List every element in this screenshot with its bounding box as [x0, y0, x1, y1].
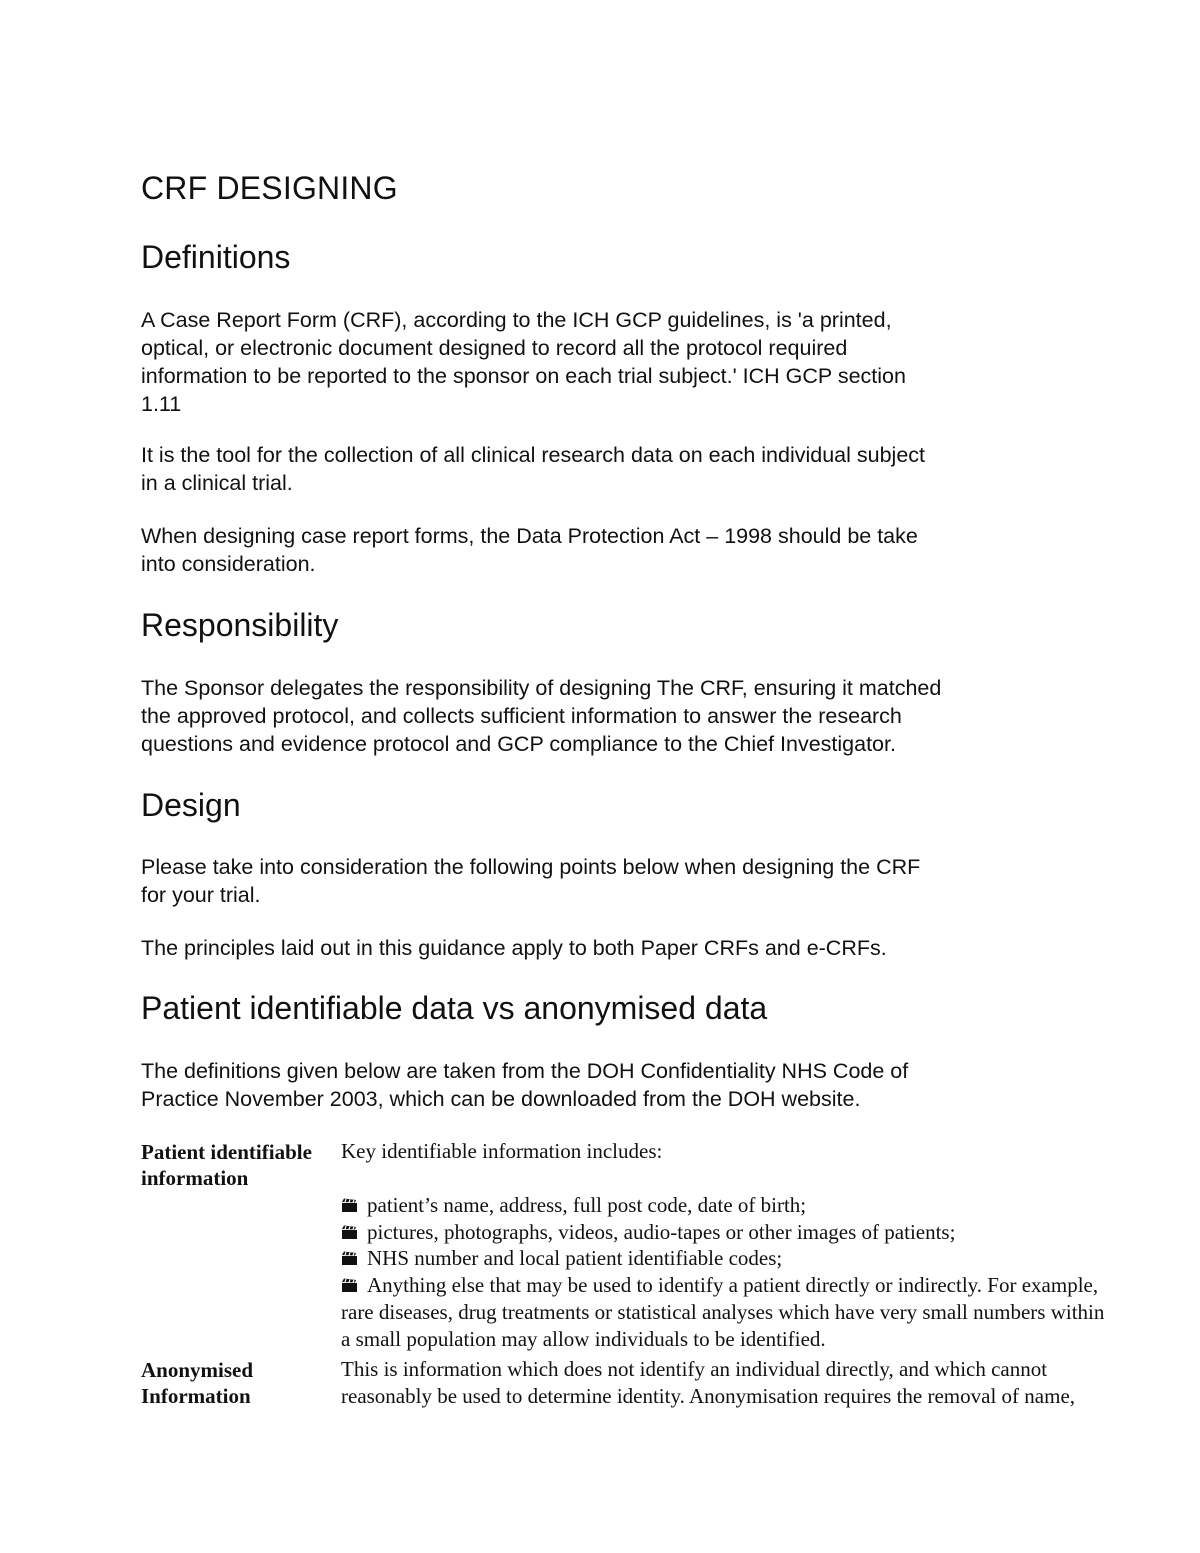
list-item-text: Anything else that may be used to identify a patient directly or indirectly. For example,	[367, 1273, 1099, 1297]
text-line: A Case Report Form (CRF), according to the ICH GCP guidelines, is 'a printed,	[141, 308, 892, 332]
clapperboard-icon	[341, 1219, 367, 1240]
text-line: The Sponsor delegates the responsibility of designing The CRF, ensuring it matched	[141, 676, 942, 700]
text-line: 1.11	[141, 392, 182, 416]
list-item-continuation: rare diseases, drug treatments or statistical analyses which have very small numbers within	[341, 1300, 1105, 1324]
text-line: It is the tool for the collection of all clinical research data on each individual subject	[141, 443, 925, 467]
label-line: Anonymised	[141, 1358, 254, 1382]
text-line: in a clinical trial.	[141, 471, 293, 495]
clapperboard-icon	[341, 1272, 367, 1293]
list-item-text: NHS number and local patient identifiable codes;	[367, 1246, 783, 1270]
text-line: This is information which does not identify an individual directly, and which cannot	[341, 1357, 1048, 1381]
document-title: CRF DESIGNING	[141, 170, 398, 206]
text-line: the approved protocol, and collects sufficient information to answer the research	[141, 704, 902, 728]
text-line: reasonably be used to determine identity. Anonymisation requires the removal of name,	[341, 1384, 1076, 1408]
list-item-text: pictures, photographs, videos, audio-tapes or other images of patients;	[367, 1220, 956, 1244]
label-patient-identifiable	[141, 1139, 312, 1191]
label-line: Information	[141, 1384, 251, 1408]
text-line: optical, or electronic document designed to record all the protocol required	[141, 336, 848, 360]
patient-identifiable-intro: Key identifiable information includes:	[341, 1139, 663, 1163]
list-item	[341, 1272, 1098, 1299]
text-line: When designing case report forms, the Data Protection Act – 1998 should be take	[141, 524, 918, 548]
text-line: questions and evidence protocol and GCP compliance to the Chief Investigator.	[141, 732, 896, 756]
text-line: into consideration.	[141, 552, 316, 576]
list-item	[341, 1192, 806, 1219]
patient-data-paragraph	[141, 1057, 908, 1113]
list-item-continuation: a small population may allow individuals to be identified.	[341, 1327, 826, 1351]
text-line: information to be reported to the sponsor on each trial subject.' ICH GCP section	[141, 364, 906, 388]
responsibility-paragraph	[141, 674, 941, 758]
list-item-text: patient’s name, address, full post code, date of birth;	[367, 1193, 807, 1217]
label-line: information	[141, 1166, 249, 1190]
label-line: Patient identifiable	[141, 1140, 312, 1164]
text-line: Practice November 2003, which can be downloaded from the DOH website.	[141, 1087, 861, 1111]
definitions-paragraph-3	[141, 522, 918, 578]
text-line: for your trial.	[141, 883, 261, 907]
text-line: The definitions given below are taken from the DOH Confidentiality NHS Code of	[141, 1059, 909, 1083]
label-anonymised	[141, 1357, 253, 1409]
heading-design: Design	[141, 787, 241, 823]
text-line: The principles laid out in this guidance apply to both Paper CRFs and e-CRFs.	[141, 936, 887, 960]
heading-definitions: Definitions	[141, 239, 291, 275]
definitions-paragraph-1	[141, 306, 906, 418]
anonymised-text	[341, 1356, 1075, 1410]
text-line: Please take into consideration the following points below when designing the CRF	[141, 855, 921, 879]
list-item	[341, 1245, 782, 1272]
design-paragraph-2	[141, 934, 887, 962]
design-paragraph-1	[141, 853, 920, 909]
heading-patient-data: Patient identifiable data vs anonymised data	[141, 990, 768, 1026]
definitions-paragraph-2	[141, 441, 925, 497]
list-item	[341, 1219, 955, 1246]
clapperboard-icon	[341, 1245, 367, 1266]
heading-responsibility: Responsibility	[141, 607, 339, 643]
clapperboard-icon	[341, 1192, 367, 1213]
